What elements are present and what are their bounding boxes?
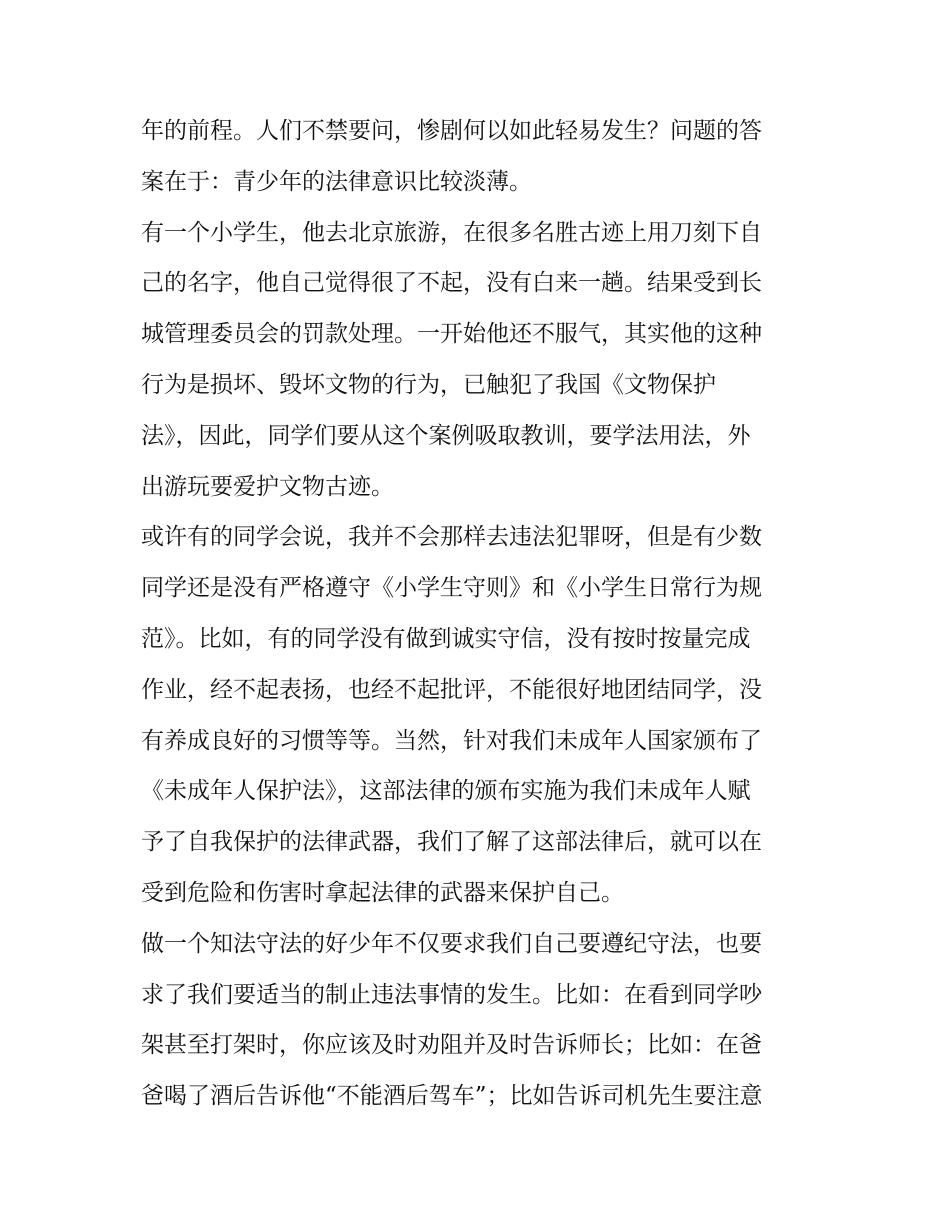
body-text — [141, 106, 813, 1122]
text-line: 予了自我保护的法律武器，我们了解了这部法律后，就可以在 — [141, 829, 762, 856]
text-line: 年的前程。人们不禁要问，惨剧何以如此轻易发生？问题的答 — [141, 118, 762, 144]
text-line: 城管理委员会的罚款处理。一开始他还不服气，其实他的这种 — [141, 321, 762, 348]
text-line: 做一个知法守法的好少年不仅要求我们自己要遵纪守法，也要 — [141, 930, 762, 957]
text-line: 爸喝了酒后告诉他“不能酒后驾车”；比如告诉司机先生要注意 — [141, 1083, 763, 1110]
text-line: 同学还是没有严格遵守《小学生守则》和《小学生日常行为规 — [141, 575, 762, 602]
text-line: 求了我们要适当的制止违法事情的发生。比如：在看到同学吵 — [141, 981, 762, 1008]
text-line: 有一个小学生，他去北京旅游，在很多名胜古迹上用刀刻下自 — [141, 219, 762, 246]
text-line: 或许有的同学会说，我并不会那样去违法犯罪呀，但是有少数 — [141, 524, 762, 551]
text-line: 己的名字，他自己觉得很了不起，没有白来一趟。结果受到长 — [141, 270, 762, 297]
text-line: 行为是损坏、毁坏文物的行为，已触犯了我国《文物保护 — [141, 371, 716, 398]
text-line: 架甚至打架时，你应该及时劝阻并及时告诉师长；比如：在爸 — [141, 1032, 762, 1059]
text-line: 受到危险和伤害时拿起法律的武器来保护自己。 — [141, 879, 624, 906]
text-line: 出游玩要爱护文物古迹。 — [141, 473, 394, 500]
text-line: 《未成年人保护法》，这部法律的颁布实施为我们未成年人赋 — [141, 778, 751, 805]
text-line: 有养成良好的习惯等等。当然，针对我们未成年人国家颁布了 — [141, 727, 762, 754]
text-line: 法》，因此，同学们要从这个案例吸取教训，要学法用法，外 — [141, 422, 751, 449]
text-line: 范》。比如，有的同学没有做到诚实守信，没有按时按量完成 — [141, 625, 751, 652]
text-line: 案在于：青少年的法律意识比较淡薄。 — [141, 168, 532, 195]
text-line: 作业，经不起表扬，也经不起批评，不能很好地团结同学，没 — [141, 676, 762, 703]
